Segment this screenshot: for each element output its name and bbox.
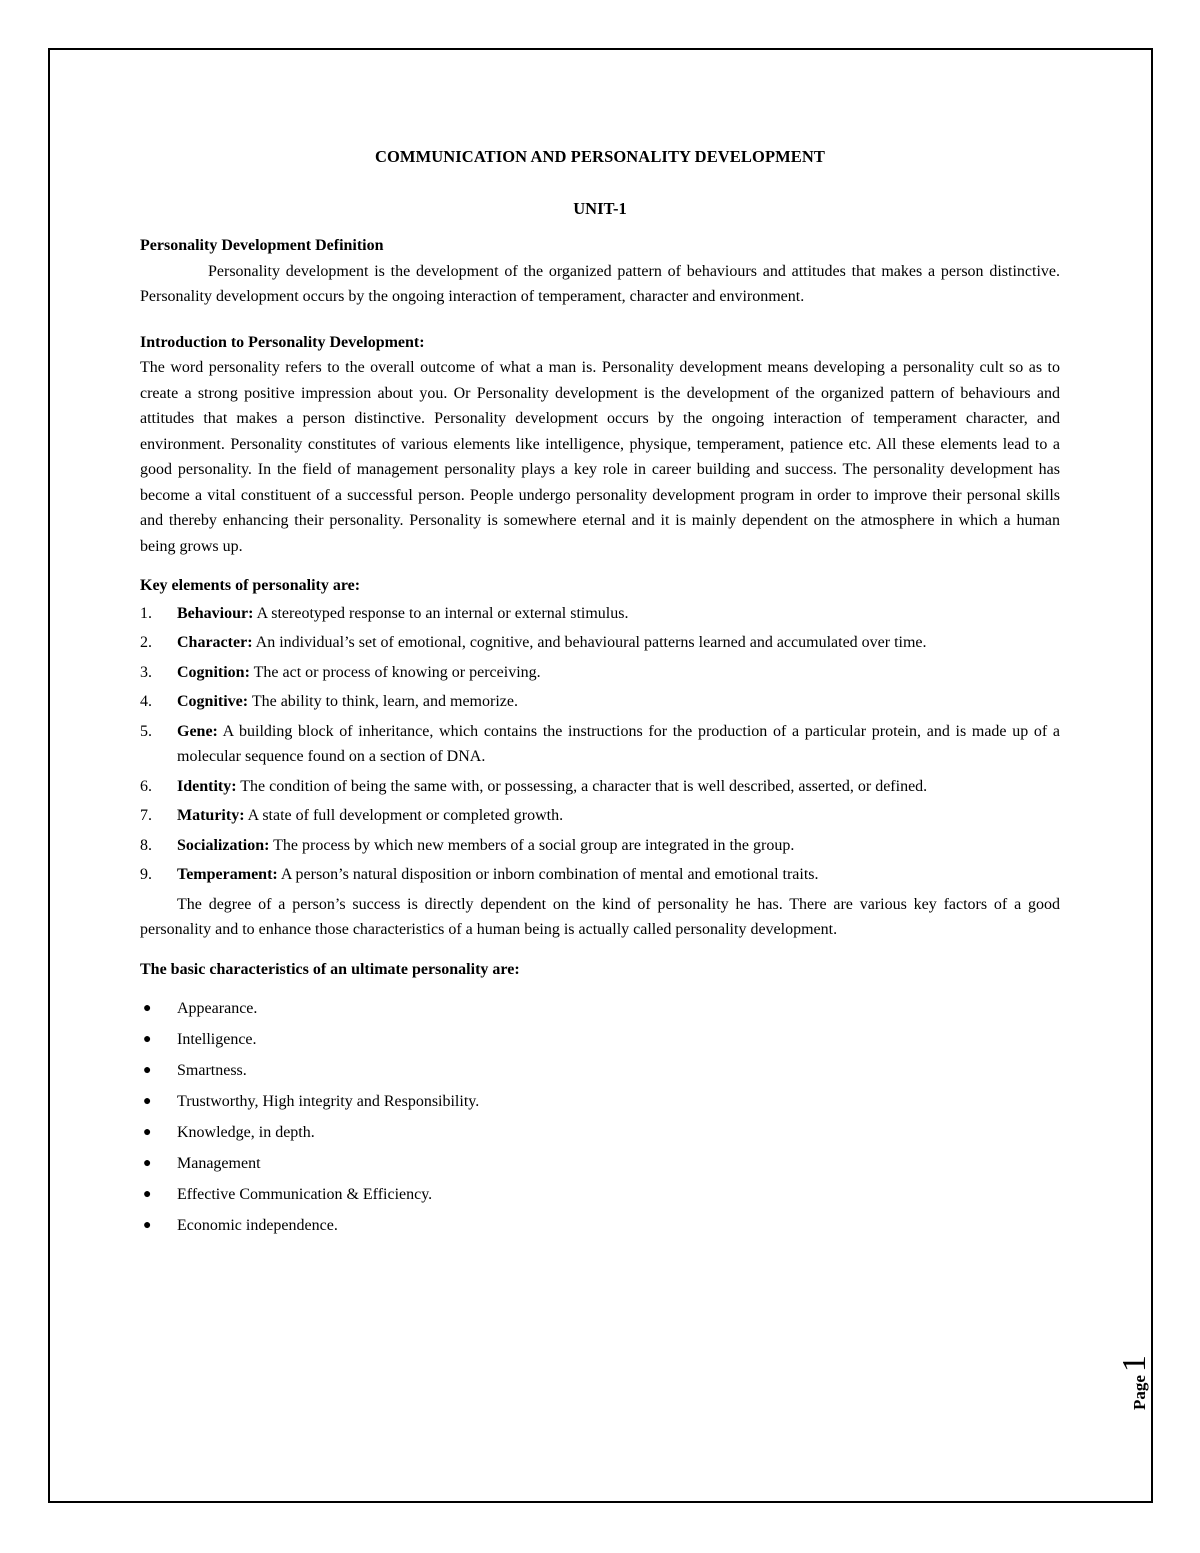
list-definition: A state of full development or completed growth.	[244, 807, 564, 824]
list-term: Cognition:	[177, 663, 250, 681]
list-term: Gene:	[177, 722, 218, 740]
list-item	[140, 1182, 1060, 1208]
list-definition: The act or process of knowing or perceiving.	[249, 663, 541, 681]
list-item-text: Smartness.	[177, 1062, 247, 1079]
list-item	[140, 689, 1060, 715]
list-number: 9.	[140, 866, 152, 883]
list-number: 6.	[140, 777, 152, 795]
list-definition: A building block of inheritance, which contains the instructions for the production of a particular protein, and is made up of a molecular sequence found on a section of DNA.	[177, 722, 1060, 765]
list-definition: The condition of being the same with, or possessing, a character that is well described, asserted, or defined.	[236, 777, 928, 795]
definition-heading: Personality Development Definition	[140, 237, 384, 254]
introduction-heading: Introduction to Personality Development:	[140, 333, 425, 351]
unit-heading: UNIT-1	[573, 198, 627, 218]
list-item	[140, 1058, 1060, 1084]
page-number-label	[1116, 1355, 1154, 1410]
list-term: Maturity:	[177, 807, 245, 824]
bullet-icon: ●	[143, 1125, 152, 1140]
list-number: 2.	[140, 634, 152, 651]
closing-paragraph: The degree of a person’s success is directly dependent on the kind of personality he has. There are various key factors of a good personality and to enhance those characteristics of a human being is actually called personality development.	[140, 895, 1060, 938]
list-item-text: Effective Communication & Efficiency.	[177, 1186, 433, 1203]
bullet-icon: ●	[143, 1032, 152, 1047]
list-term: Identity:	[177, 777, 237, 795]
list-definition: The process by which new members of a social group are integrated in the group.	[269, 836, 795, 854]
page-number: 1	[1116, 1355, 1153, 1373]
bullet-icon: ●	[143, 1187, 152, 1202]
list-item	[140, 1027, 1060, 1053]
list-item	[140, 1120, 1060, 1146]
list-item	[140, 630, 1060, 656]
document-title: COMMUNICATION AND PERSONALITY DEVELOPMENT	[374, 147, 826, 166]
list-term: Temperament:	[177, 866, 278, 883]
bullet-icon: ●	[143, 1063, 152, 1078]
list-number: 7.	[140, 807, 152, 824]
bullet-icon: ●	[143, 1094, 152, 1109]
list-item	[140, 833, 1060, 859]
list-term: Character:	[177, 634, 253, 651]
list-item-text: Intelligence.	[177, 1031, 257, 1048]
list-item	[140, 1213, 1060, 1239]
list-item	[140, 774, 1060, 800]
list-item	[140, 660, 1060, 686]
document-body	[140, 140, 1060, 1244]
list-number: 4.	[140, 693, 152, 710]
list-number: 5.	[140, 722, 152, 740]
bullet-icon: ●	[143, 1001, 152, 1016]
bullet-icon: ●	[143, 1156, 152, 1171]
list-item	[140, 996, 1060, 1022]
list-item-text: Management	[177, 1155, 261, 1172]
list-item-text: Knowledge, in depth.	[177, 1124, 315, 1141]
list-term: Socialization:	[177, 836, 270, 854]
bullet-icon: ●	[143, 1218, 152, 1233]
list-item	[140, 1151, 1060, 1177]
list-item-text: Economic independence.	[177, 1217, 338, 1234]
list-definition: A stereotyped response to an internal or external stimulus.	[253, 604, 629, 622]
characteristics-heading: The basic characteristics of an ultimate personality are:	[140, 960, 520, 978]
list-item	[140, 719, 1060, 770]
list-item	[140, 862, 1060, 888]
list-item	[140, 803, 1060, 829]
key-elements-list	[140, 601, 1060, 888]
key-elements-heading: Key elements of personality are:	[140, 577, 361, 594]
list-number: 1.	[140, 604, 152, 622]
list-definition: A person’s natural disposition or inborn combination of mental and emotional traits.	[277, 866, 819, 883]
page-word: Page	[1130, 1375, 1149, 1410]
list-number: 3.	[140, 663, 152, 681]
list-item-text: Appearance.	[177, 1000, 258, 1017]
list-item-text: Trustworthy, High integrity and Responsibility.	[177, 1093, 480, 1110]
list-term: Cognitive:	[177, 693, 249, 710]
list-item	[140, 1089, 1060, 1115]
definition-paragraph: Personality development is the development of the organized pattern of behaviours and attitudes that makes a person distinctive. Personality development occurs by the ongoing interaction of temperament, character and environment.	[140, 262, 1060, 305]
list-definition: An individual’s set of emotional, cognitive, and behavioural patterns learned and accumulated over time.	[252, 634, 927, 651]
list-term: Behaviour:	[177, 604, 254, 622]
characteristics-list	[140, 996, 1060, 1239]
list-definition: The ability to think, learn, and memorize.	[248, 693, 518, 710]
list-item	[140, 601, 1060, 627]
introduction-paragraph: The word personality refers to the overall outcome of what a man is. Personality development means developing a personality cult so as to create a strong positive impression about you. Or Personality development is the development of the organized pattern of behaviours and attitudes that makes a person distinctive. Personality development occurs by the ongoing interaction of temperament character, and environment. Personality constitutes of various elements like intelligence, physique, temperament, patience etc. All these elements lead to a good personality. In the field of management personality plays a key role in career building and success. The personality development has become a vital constituent of a successful person. People undergo personality development program in order to improve their personal skills and thereby enhancing their personality. Personality is somewhere eternal and it is mainly dependent on the atmosphere in which a human being grows up.	[140, 359, 1060, 555]
list-number: 8.	[140, 836, 152, 854]
